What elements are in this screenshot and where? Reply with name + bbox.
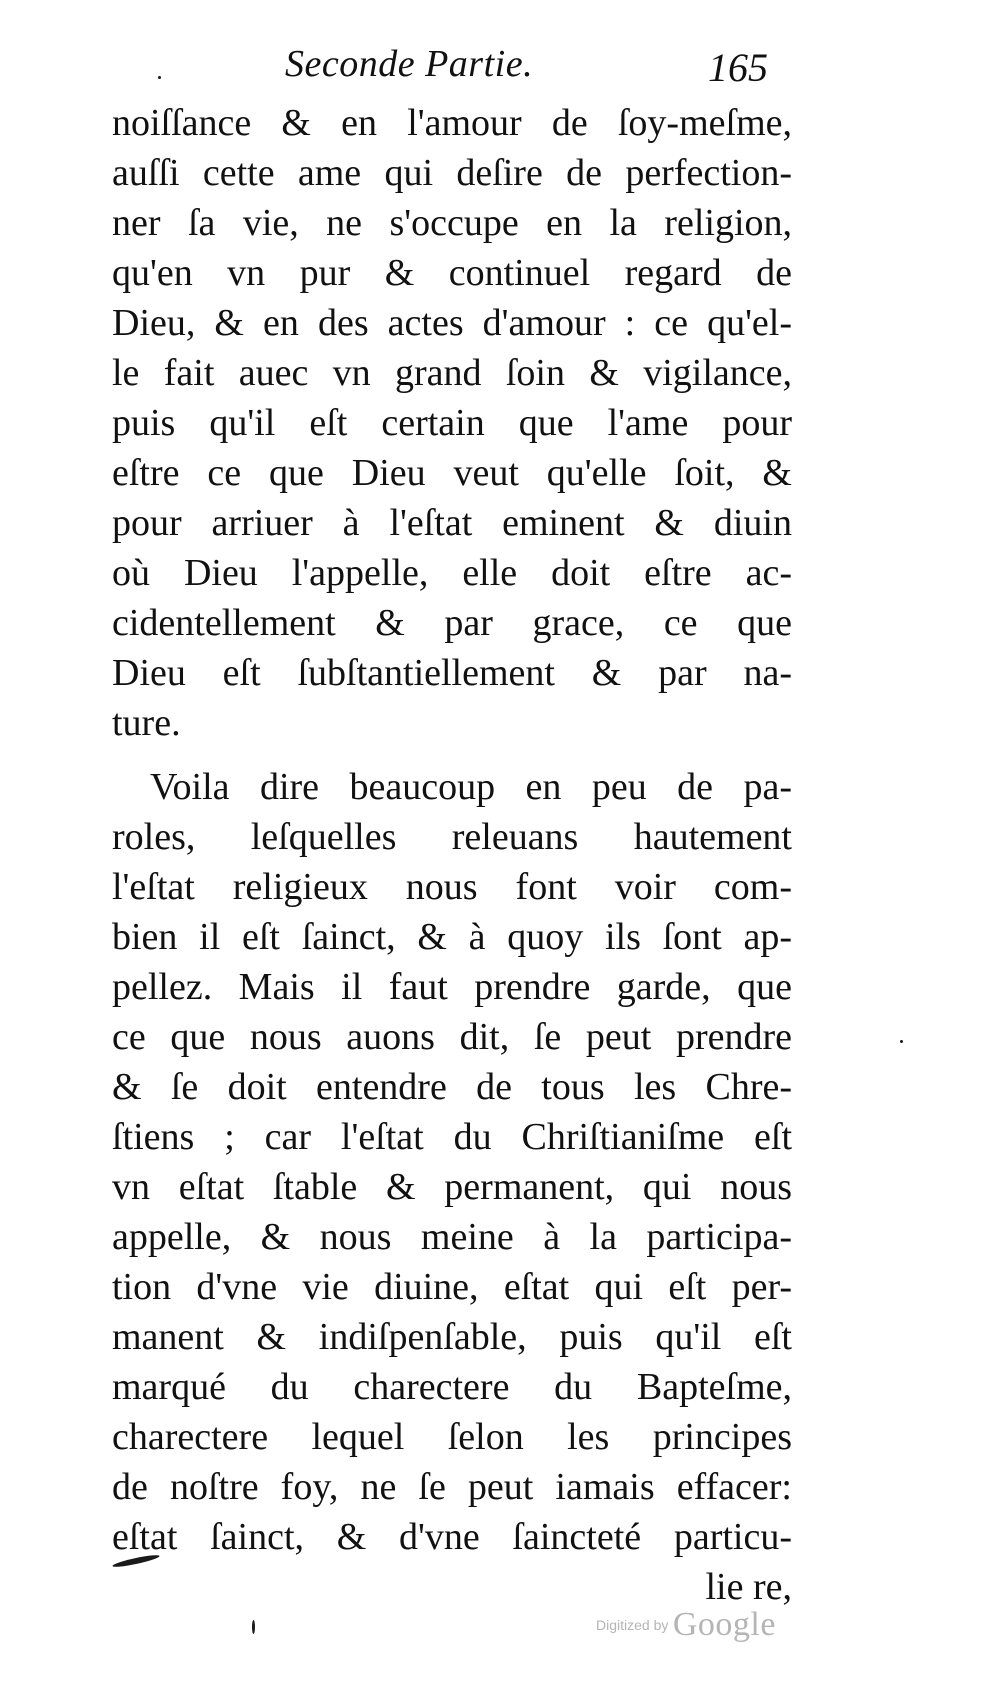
digitized-by-google-watermark	[596, 1606, 776, 1644]
text-line: cidentellement & par grace, ce que	[112, 602, 792, 644]
text-line: eſtat ſainct, & d'vne ſaincteté particu-	[112, 1516, 792, 1558]
text-line: marqué du charectere du Bapteſme,	[112, 1366, 792, 1408]
ink-speck	[158, 76, 161, 79]
text-line: ce que nous auons dit, ſe peut prendre	[112, 1016, 792, 1058]
page-number: 165	[708, 45, 768, 90]
text-line: Voila dire beaucoup en peu de pa-	[150, 766, 792, 808]
text-line: l'eſtat religieux nous font voir com-	[112, 866, 792, 908]
text-line: & ſe doit entendre de tous les Chre-	[112, 1066, 792, 1108]
body-text	[112, 98, 792, 1612]
text-line: vn eſtat ſtable & permanent, qui nous	[112, 1166, 792, 1208]
text-line: bien il eſt ſainct, & à quoy ils ſont ap-	[112, 916, 792, 958]
paragraph-gap	[112, 748, 792, 762]
text-line: appelle, & nous meine à la participa-	[112, 1216, 792, 1258]
text-line: Dieu eſt ſubſtantiellement & par na-	[112, 652, 792, 694]
text-line: eſtre ce que Dieu veut qu'elle ſoit, &	[112, 452, 792, 494]
google-logo: Google	[672, 1606, 776, 1643]
ink-speck	[900, 1040, 903, 1043]
text-line: roles, leſquelles releuans hautement	[112, 816, 792, 858]
text-line: Dieu, & en des actes d'amour : ce qu'el-	[112, 302, 792, 344]
text-line: où Dieu l'appelle, elle doit eſtre ac-	[112, 552, 792, 594]
text-line: auſſi cette ame qui deſire de perfection-	[112, 152, 792, 194]
running-title: Seconde Partie.	[285, 43, 534, 85]
text-line: de noſtre foy, ne ſe peut iamais effacer:	[112, 1466, 792, 1508]
text-line: pellez. Mais il faut prendre garde, que	[112, 966, 792, 1008]
text-line: le fait auec vn grand ſoin & vigilance,	[112, 352, 792, 394]
text-line: ſtiens ; car l'eſtat du Chriſtianiſme eſt	[112, 1116, 792, 1158]
text-line: puis qu'il eſt certain que l'ame pour	[112, 402, 792, 444]
text-line: pour arriuer à l'eſtat eminent & diuin	[112, 502, 792, 544]
text-line: ture.	[112, 702, 181, 744]
text-line: tion d'vne vie diuine, eſtat qui eſt per-	[112, 1266, 792, 1308]
ink-speck	[252, 1620, 255, 1634]
text-line: ner ſa vie, ne s'occupe en la religion,	[112, 202, 792, 244]
watermark-prefix: Digitized by	[596, 1617, 669, 1633]
text-line: charectere lequel ſelon les principes	[112, 1416, 792, 1458]
catchword: lie re,	[705, 1566, 792, 1608]
text-line: qu'en vn pur & continuel regard de	[112, 252, 792, 294]
text-line: noiſſance & en l'amour de ſoy-meſme,	[112, 102, 792, 144]
text-line: manent & indiſpenſable, puis qu'il eſt	[112, 1316, 792, 1358]
